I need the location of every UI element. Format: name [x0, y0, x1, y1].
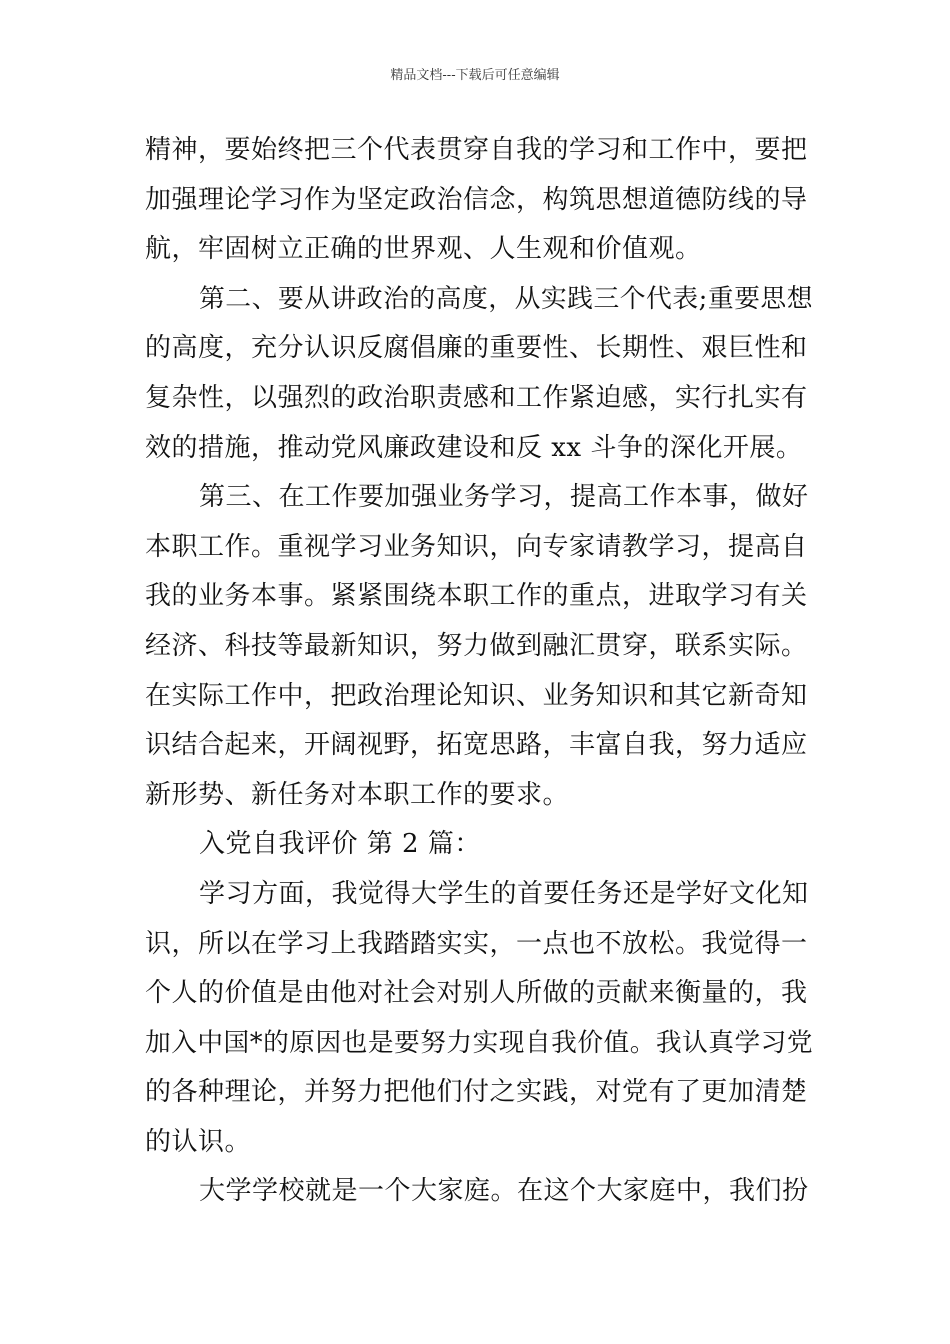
- text-line: 加入中国*的原因也是要努力实现自我价值。我认真学习党: [145, 1027, 814, 1058]
- text-line: 的高度，充分认识反腐倡廉的重要性、长期性、艰巨性和: [145, 333, 808, 364]
- text-line: 个人的价值是由他对社会对别人所做的贡献来衡量的，我: [145, 978, 808, 1009]
- page-header: 精品文档---下载后可任意编辑: [390, 68, 560, 83]
- section-heading: 入党自我评价 第 2 篇：: [199, 829, 481, 860]
- text-line: 新形势、新任务对本职工作的要求。: [145, 779, 570, 810]
- text-line: 第三、在工作要加强业务学习，提高工作本事，做好: [199, 482, 809, 513]
- text-line: 的各种理论，并努力把他们付之实践，对党有了更加清楚: [145, 1077, 808, 1108]
- text-line: 学习方面，我觉得大学生的首要任务还是学好文化知: [199, 878, 809, 909]
- text-line: 大学学校就是一个大家庭。在这个大家庭中，我们扮: [199, 1176, 809, 1207]
- text-line: 识结合起来，开阔视野，拓宽思路，丰富自我，努力适应: [145, 730, 808, 761]
- text-line: 第二、要从讲政治的高度，从实践三个代表;重要思想: [199, 283, 814, 314]
- text-line: 本职工作。重视学习业务知识，向专家请教学习，提高自: [145, 531, 808, 562]
- text-line: 经济、科技等最新知识，努力做到融汇贯穿，联系实际。: [145, 630, 808, 661]
- text-line: 精神，要始终把三个代表贯穿自我的学习和工作中，要把: [145, 135, 808, 165]
- text-line: 复杂性，以强烈的政治职责感和工作紧迫感，实行扎实有: [145, 382, 808, 413]
- text-line: 识，所以在学习上我踏踏实实，一点也不放松。我觉得一: [145, 928, 808, 959]
- text-line: 的认识。: [145, 1126, 252, 1157]
- text-line: 加强理论学习作为坚定政治信念，构筑思想道德防线的导: [145, 184, 808, 215]
- text-line: 在实际工作中，把政治理论知识、业务知识和其它新奇知: [145, 680, 808, 711]
- text-line: 我的业务本事。紧紧围绕本职工作的重点，进取学习有关: [145, 581, 808, 612]
- text-line: 效的措施，推动党风廉政建设和反 xx 斗争的深化开展。: [145, 432, 803, 463]
- text-line: 航，牢固树立正确的世界观、人生观和价值观。: [145, 234, 702, 265]
- document-body: [145, 126, 815, 1217]
